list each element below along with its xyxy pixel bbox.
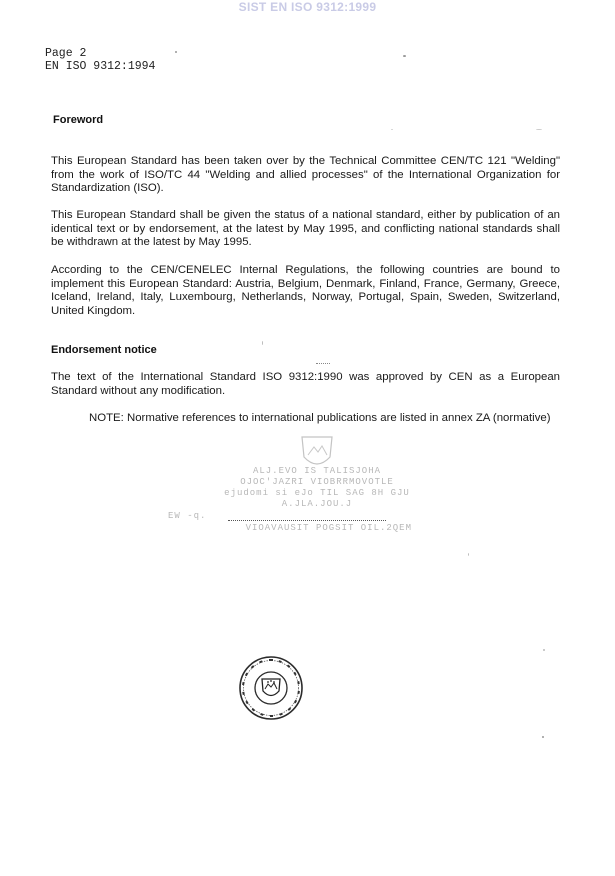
page-number: Page 2 [45, 47, 87, 60]
foreword-paragraph-3: According to the CEN/CENELEC Internal Regulations, the following countries are bound to implement this European Standard: Austria, Belgium, Denmark, Finland, France, Germany, Greece, Iceland, Ireland, Italy, Luxembourg, Netherlands, Norway, Portugal, Spain, Sweden, Switzerland, United Kingdom. [51, 264, 560, 318]
foreword-paragraph-2: This European Standard shall be given the status of a national standard, either by publication of an identical text or by endorsement, at the latest by May 1995, and conflicting national standards shall be withdrawn at the latest by May 1995. [51, 209, 560, 249]
foreword-heading: Foreword [53, 114, 104, 126]
foreword-paragraph-1: This European Standard has been taken over by the Technical Committee CEN/TC 121 "Welding" from the work of ISO/TC 44 "Welding and allied processes" of the International Organization for Standardization (ISO). [51, 155, 560, 195]
endorsement-heading: Endorsement notice [51, 344, 157, 356]
faint-stamp-line-4: A.JLA.JOU.J [281, 499, 353, 509]
scan-speck [468, 553, 469, 556]
scan-speck [543, 649, 545, 651]
standard-reference: EN ISO 9312:1994 [45, 60, 156, 73]
faint-stamp-line-1: ALJ.EVO IS TALISJOHA [252, 466, 382, 476]
scan-speck [536, 129, 542, 130]
scan-speck [175, 51, 177, 53]
faint-stamp-line-2: OJOC'JAZRI VIOBRRMOVOTLE [240, 477, 394, 487]
signature-dotted-line [228, 520, 386, 521]
scan-speck [262, 341, 263, 345]
endorsement-paragraph: The text of the International Standard ISO 9312:1990 was approved by CEN as a European Standard without any modification. [51, 371, 560, 397]
scan-speck [391, 129, 393, 130]
official-seal-icon [238, 655, 304, 721]
scan-speck [403, 55, 406, 57]
watermark: SIST EN ISO 9312:1999 [238, 0, 377, 14]
faint-stamp-line-5: VIOAVAUSIT POGSIT OIL.2QEM [245, 523, 412, 533]
faint-stamp-line-3: ejudomi si eJo TIL SAG 8H GJU [224, 488, 410, 498]
faint-stamp-mark: EW -q. [168, 511, 207, 521]
scan-speck [316, 363, 330, 364]
scan-speck [542, 736, 544, 738]
normative-note: NOTE: Normative references to international publications are listed in annex ZA (normative) [89, 412, 551, 424]
